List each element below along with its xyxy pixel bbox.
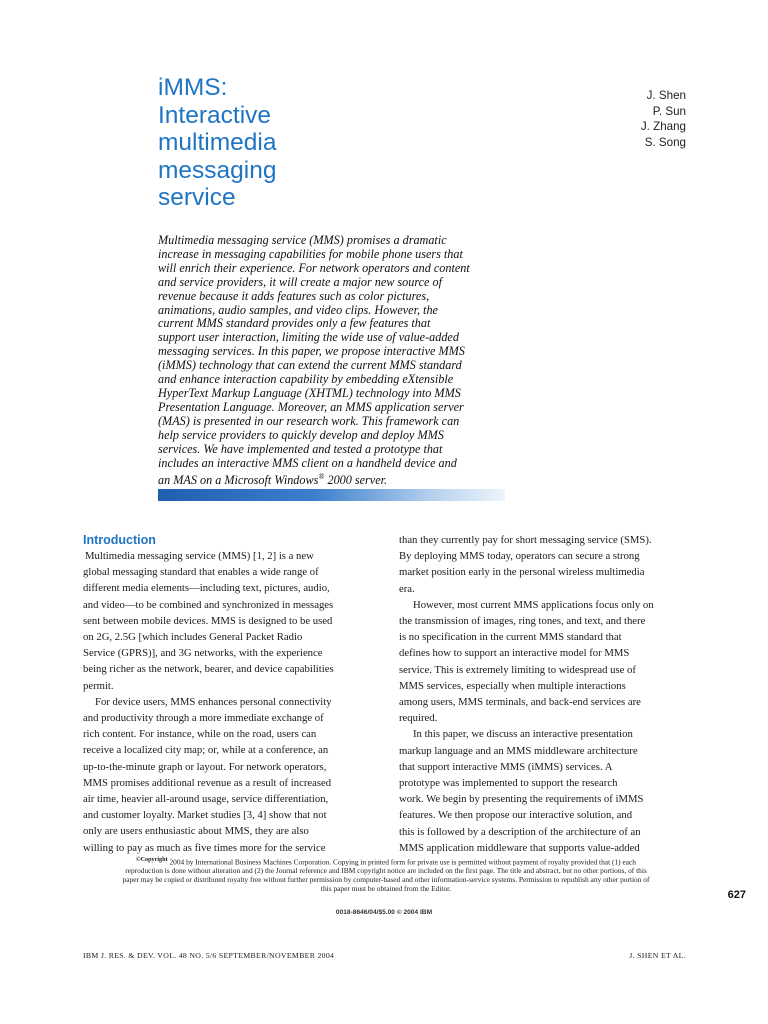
body-line: is no specification in the current MMS standard that bbox=[399, 631, 622, 644]
abstract-line: (iMMS) technology that can extend the current MMS standard bbox=[158, 358, 462, 373]
copyright-line: 2004 by International Business Machines Corporation. Copying in printed form for private use is permitted without payment of royalty provided that (1) each bbox=[167, 857, 636, 867]
abstract-line: messaging services. In this paper, we propose interactive MMS bbox=[158, 344, 465, 359]
body-line: that support interactive MMS (iMMS) services. A bbox=[399, 760, 613, 773]
abstract-line: includes an interactive MMS client on a handheld device and bbox=[158, 455, 457, 470]
body-line: air time, heavier all-around usage, service differentiation, bbox=[83, 793, 329, 806]
body-line: However, most current MMS applications focus only on bbox=[413, 598, 654, 611]
body-line: MMS promises additional revenue as a result of increased bbox=[83, 776, 332, 789]
abstract-line: and enhance interaction capability by embedding eXtensible bbox=[158, 372, 454, 387]
body-line: and video—to be combined and synchronized in messages bbox=[83, 598, 334, 611]
body-line: sent between mobile devices. MMS is designed to be used bbox=[83, 614, 333, 627]
author-name: P. Sun bbox=[652, 104, 686, 118]
body-line: Multimedia messaging service (MMS) [1, 2] is a new bbox=[85, 550, 314, 562]
body-line: different media elements—including text, pictures, audio, bbox=[83, 582, 330, 595]
copyright-line: reproduction is done without alteration and (2) the Journal reference and IBM copyright notice are included on the first page. The title and abstract, but no other portions, of this bbox=[125, 866, 647, 876]
running-author-footer: J. SHEN ET AL. bbox=[629, 951, 686, 960]
title-line: messaging bbox=[158, 156, 277, 184]
body-line: and customer loyalty. Market studies [3, 4] show that not bbox=[83, 809, 327, 822]
body-column-left bbox=[83, 548, 373, 856]
copyright-line: this paper must be obtained from the Editor. bbox=[320, 884, 452, 894]
abstract-line: Presentation Language. Moreover, an MMS application server bbox=[158, 399, 464, 414]
body-line: prototype was implemented to support the research bbox=[399, 777, 618, 790]
body-line: service. This is extremely limiting to widespread use of bbox=[399, 663, 636, 676]
body-line: on 2G, 2.5G [which includes General Packet Radio bbox=[83, 631, 303, 644]
section-heading-introduction: Introduction bbox=[83, 533, 156, 547]
body-line: MMS application middleware that supports value-added bbox=[399, 841, 640, 854]
author-name: J. Shen bbox=[646, 89, 686, 102]
abstract-line: (MAS) is presented in our research work. This framework can bbox=[158, 413, 460, 428]
copyright-notice bbox=[83, 856, 689, 894]
title-line: iMMS: bbox=[158, 74, 228, 101]
body-line: required. bbox=[399, 712, 438, 725]
abstract-line: animations, audio samples, and video clips. However, the bbox=[158, 302, 438, 317]
author-list bbox=[641, 88, 686, 150]
body-line: among users, MMS terminals, and back-end services are bbox=[399, 696, 641, 709]
title-line: Interactive bbox=[158, 101, 272, 129]
title-line: service bbox=[158, 184, 236, 211]
body-line: markup language and an MMS middleware architecture bbox=[399, 744, 638, 757]
page-number: 627 bbox=[727, 889, 746, 901]
body-line: defines how to support an interactive model for MMS bbox=[399, 647, 630, 660]
title-line: multimedia bbox=[158, 129, 277, 156]
author-name: J. Zhang bbox=[640, 120, 686, 133]
abstract-line: services. We have implemented and tested a prototype that bbox=[158, 441, 443, 456]
body-line: and productivity through a more immediate exchange of bbox=[83, 712, 324, 725]
body-column-right bbox=[399, 532, 689, 856]
body-line: In this paper, we discuss an interactive presentation bbox=[413, 728, 633, 741]
abstract-line: and service providers, it will create a major new source of bbox=[158, 274, 442, 289]
issn-line: 0018-8646/04/$5.00 © 2004 IBM bbox=[335, 909, 433, 916]
abstract-line-text: an MAS on a Microsoft Windows bbox=[158, 473, 319, 488]
abstract-line: increase in messaging capabilities for mobile phone users that bbox=[158, 246, 463, 261]
abstract-line: revenue because it adds features such as color pictures, bbox=[158, 288, 430, 303]
author-name: S. Song bbox=[644, 135, 686, 149]
abstract-line: HyperText Markup Language (XHTML) technology into MMS bbox=[158, 385, 461, 400]
abstract-line: current MMS standard provides only a few features that bbox=[158, 316, 431, 331]
gradient-divider bbox=[158, 489, 505, 501]
body-line: Service (GPRS)], and 3G networks, with the experience bbox=[83, 647, 323, 660]
body-line: rich content. For instance, while on the road, users can bbox=[83, 728, 317, 741]
abstract-line: Multimedia messaging service (MMS) promises a dramatic bbox=[158, 233, 447, 247]
copyright-line: paper may be copied or distributed royalty free without further permission by computer-based and other information-service systems. Permission to republish any other portion of bbox=[122, 875, 650, 885]
body-line: work. We begin by presenting the requirements of iMMS bbox=[399, 793, 644, 806]
body-line: willing to pay as much as five times more for the service bbox=[83, 841, 326, 854]
body-line: the transmission of images, ring tones, and text, and there bbox=[399, 615, 646, 628]
abstract-line-tail: 2000 server. bbox=[324, 473, 388, 488]
body-line: global messaging standard that enables a wide range of bbox=[83, 566, 319, 579]
body-line: features. We then propose our interactive solution, and bbox=[399, 809, 633, 822]
body-line: permit. bbox=[83, 679, 114, 692]
body-line: up-to-the-minute graph or layout. For network operators, bbox=[83, 760, 327, 773]
body-line: this is followed by a description of the architecture of an bbox=[399, 825, 641, 838]
abstract bbox=[158, 234, 508, 488]
body-line: market position early in the personal wireless multimedia bbox=[399, 566, 645, 579]
body-line: MMS services, especially when multiple interactions bbox=[399, 679, 626, 692]
body-line: only are users enthusiastic about MMS, they are also bbox=[83, 825, 309, 838]
abstract-line: help service providers to quickly develop and deploy MMS bbox=[158, 427, 444, 442]
body-line: By deploying MMS today, operators can secure a strong bbox=[399, 550, 640, 563]
abstract-line: support user interaction, limiting the wide use of value-added bbox=[158, 330, 459, 345]
journal-footer: IBM J. RES. & DEV. VOL. 48 NO. 5/6 SEPTEMBER/NOVEMBER 2004 bbox=[83, 951, 335, 960]
body-line: For device users, MMS enhances personal connectivity bbox=[95, 695, 332, 708]
registered-mark: ® bbox=[318, 472, 325, 482]
body-line: receive a localized city map; or, while at a conference, an bbox=[83, 744, 329, 757]
copyright-label: ©Copyright bbox=[135, 857, 168, 863]
abstract-line: will enrich their experience. For network operators and content bbox=[158, 260, 470, 275]
body-line: than they currently pay for short messaging service (SMS). bbox=[399, 534, 652, 546]
abstract-line bbox=[158, 470, 508, 488]
body-line: era. bbox=[399, 582, 415, 595]
paper-title bbox=[158, 74, 418, 212]
body-line: being richer as the network, bearer, and device capabilities bbox=[83, 663, 334, 676]
